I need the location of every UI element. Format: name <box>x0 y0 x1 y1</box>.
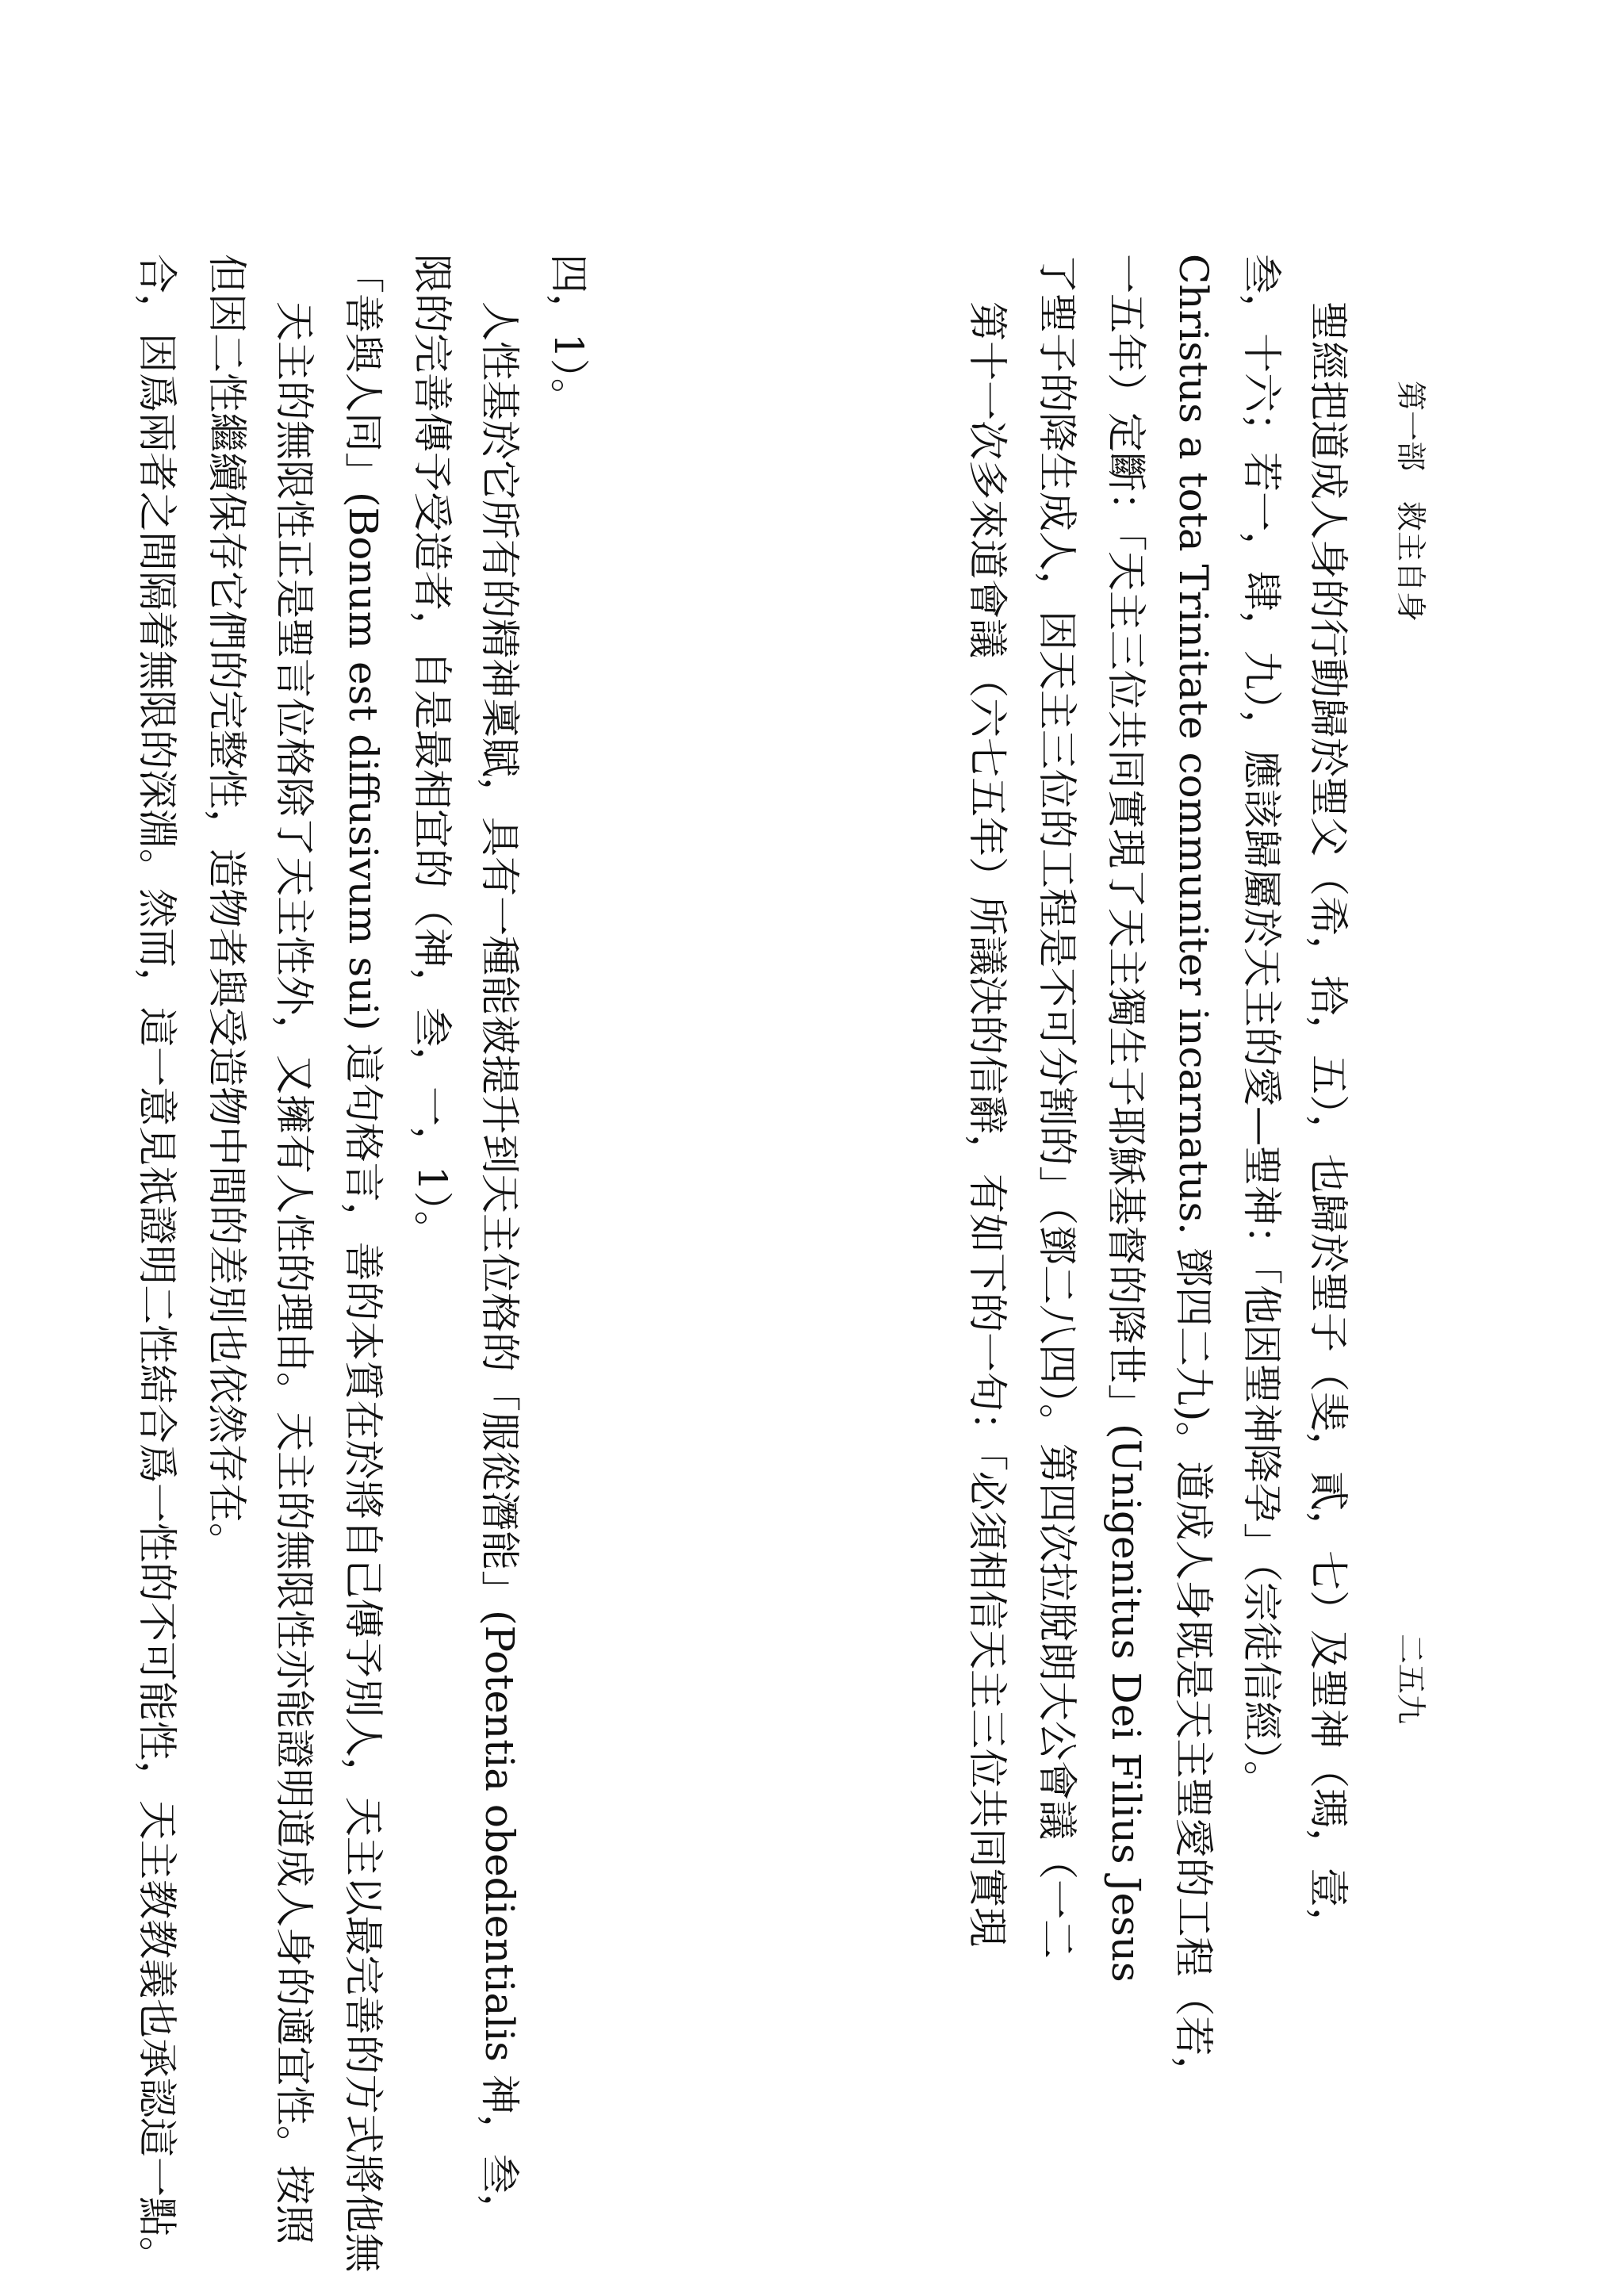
text-line: 但因二性繼續保存它們的完整性，造物者與受造物中間的差別也依然存在。 <box>204 254 250 1562</box>
page-number: 二五九 <box>1393 1634 1428 1725</box>
text-line: 四，1）。 <box>546 254 592 418</box>
text-line: 叁，十六；若一，肆，九），應該歸屬於天主的愛—聖神：「他因聖神降孕」（宗徒信經）。 <box>1239 254 1285 1800</box>
text-line: 第十一次多來道會議（六七五年）所議決的信辭，有如下的一句：「必須相信天主三位共同實現 <box>964 301 1010 1947</box>
text-line: 一五年）定斷：「天主三位共同實現了天主獨生子耶穌基督的降世」(Unigenitus Dei Filius Jesus <box>1103 254 1149 1983</box>
text-line: Christus a tota Trinitate communiter incarnatus. 鄧四二九)。道成人身既是天主聖愛的工程（若， <box>1170 254 1216 2096</box>
text-line: 聖經把道成人身的行動歸於聖父（希，拾，五），也歸於聖子（斐，貳，七）及聖神（瑪，壹， <box>1305 301 1351 1947</box>
text-line: 了聖子的降生成人，因天主三位的工程是不可分割的」（鄧二八四）。第四次拉脫朗大公會議（一二 <box>1034 254 1080 1959</box>
text-line: 人性基於它所有的精神稟賦，具有一種能被提升到天主位格的「服從潛能」(Potentia obedientialis 神，叁， <box>477 301 523 2233</box>
text-line: 合，因爲兩者之間隔着無限的深淵。然而，這一意見祇證明二性結合爲一性的不可能性，天主教教義也承認這一點。 <box>134 254 180 2276</box>
text-line: 限的完善傳予受造者，自是最相宜的（神，叁，一，1）。 <box>409 254 455 1251</box>
text-line: 「善與人同」(Bonum est diffusivum sui) 這句格言，善的本質在於將自己傳予別人，天主以最完善的方式將他無 <box>340 254 386 2273</box>
text-line: 天主的無限性正是聖言位格除了天主性外，又擁有人性的理由。天主的無限性亦能證明道成人身的適宜性。按照 <box>271 301 317 2244</box>
running-footer: 第一部 救主自身 <box>1393 381 1428 623</box>
